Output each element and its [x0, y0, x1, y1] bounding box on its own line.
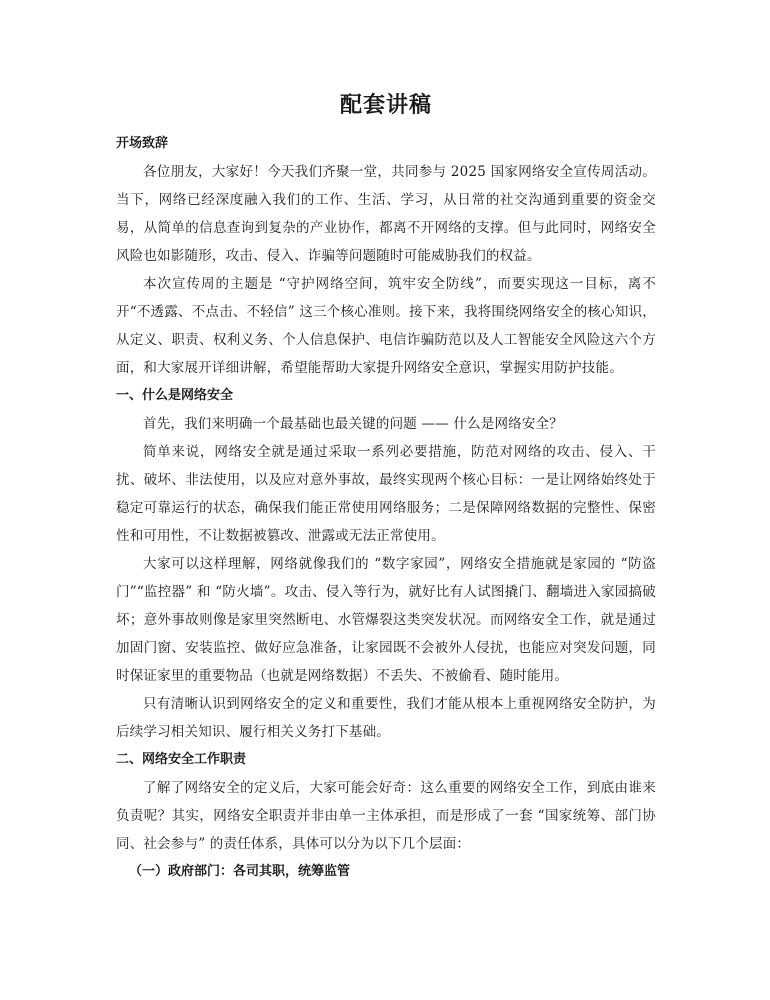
section-heading-responsibilities: 二、网络安全工作职责	[116, 752, 247, 767]
section-heading-what-is-security: 一、什么是网络安全	[116, 388, 234, 403]
paragraph: 了解了网络安全的定义后，大家可能会好奇：这么重要的网络安全工作，到底由谁来负责呢？其实，网络安全职责并非由单一主体承担，而是形成了一套 “国家统筹、部门协同、社会参与” 的责任体系，具体可以分为以下几个层面：	[116, 780, 656, 852]
paragraph: 简单来说，网络安全就是通过采取一系列必要措施，防范对网络的攻击、侵入、干扰、破坏、非法使用，以及应对意外事故，最终实现两个核心目标：一是让网络始终处于稳定可靠运行的状态，确保我们能正常使用网络服务；二是保障网络数据的完整性、保密性和可用性，不让数据被篡改、泄露或无法正常使用。	[116, 444, 656, 544]
section-heading-opening: 开场致辞	[116, 136, 169, 151]
document-content	[116, 88, 656, 886]
document-title: 配套讲稿	[339, 92, 432, 118]
paragraph: 各位朋友，大家好！今天我们齐聚一堂，共同参与 2025 国家网络安全宣传周活动。当下，网络已经深度融入我们的工作、生活、学习，从日常的社交沟通到重要的资金交易，从简单的信息查询到复杂的产业协作，都离不开网络的支撑。但与此同时，网络安全风险也如影随形，攻击、侵入、诈骗等问题随时可能威胁我们的权益。	[116, 164, 656, 264]
paragraph: 大家可以这样理解，网络就像我们的 “数字家园”，网络安全措施就是家园的 “防盗门”“监控器” 和 “防火墙”。攻击、侵入等行为，就好比有人试图撬门、翻墙进入家园搞破坏；意外事故则像是家里突然断电、水管爆裂这类突发状况。而网络安全工作，就是通过加固门窗、安装监控、做好应急准备，让家园既不会被外人侵扰，也能应对突发问题，同时保证家里的重要物品（也就是网络数据）不丢失、不被偷看、随时能用。	[116, 556, 656, 684]
paragraph: 本次宣传周的主题是 “守护网络空间，筑牢安全防线”，而要实现这一目标，离不开“不透露、不点击、不轻信” 这三个核心准则。接下来，我将围绕网络安全的核心知识，从定义、职责、权利义务、个人信息保护、电信诈骗防范以及人工智能安全风险这六个方面，和大家展开详细讲解，希望能帮助大家提升网络安全意识，掌握实用防护技能。	[116, 276, 656, 376]
paragraph: 只有清晰认识到网络安全的定义和重要性，我们才能从根本上重视网络安全防护，为后续学习相关知识、履行相关义务打下基础。	[116, 696, 656, 740]
paragraph: 首先，我们来明确一个最基础也最关键的问题 —— 什么是网络安全？	[143, 416, 563, 432]
subsection-heading-government: （一）政府部门：各司其职，统筹监管	[129, 864, 351, 879]
